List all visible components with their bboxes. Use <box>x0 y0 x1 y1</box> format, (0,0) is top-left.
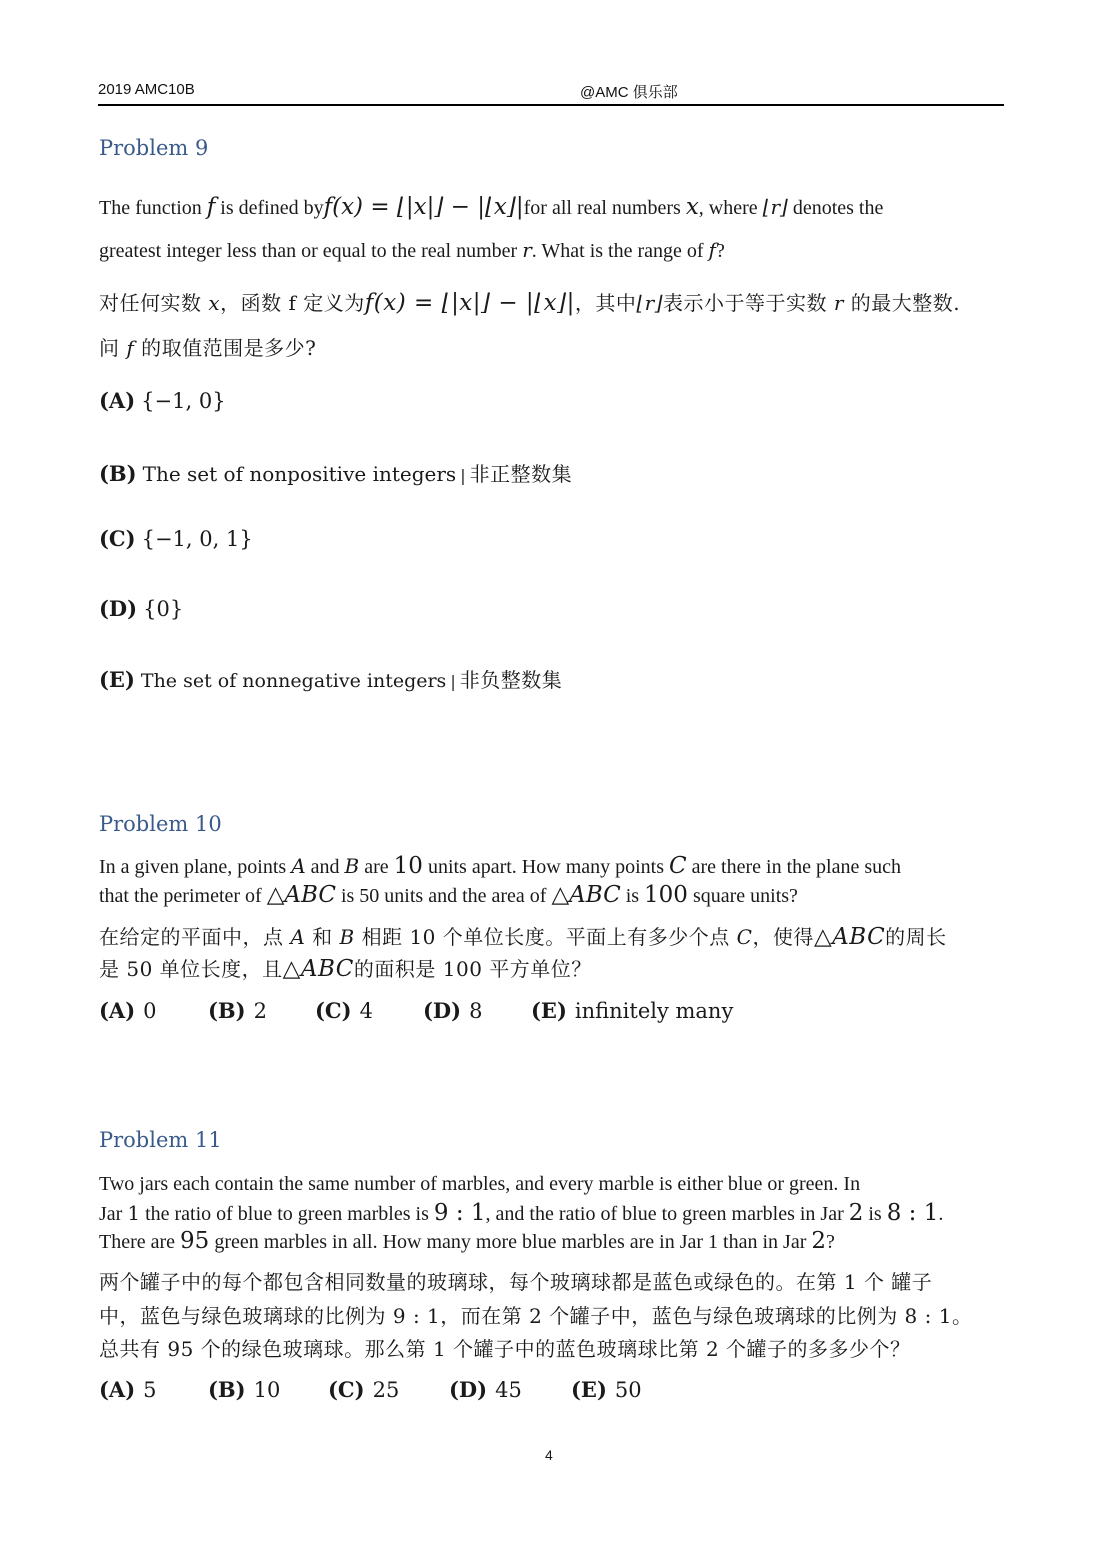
problem-10-title: Problem 10 <box>99 812 222 836</box>
problem-10-choice-a[interactable]: (A) 0 <box>99 998 157 1023</box>
problem-10-chinese-line-2: 是 50 单位长度，且△ABC的面积是 100 平方单位？ <box>99 956 592 982</box>
problem-9-function-formula: f(x) = ⌊|x|⌋ − |⌊x⌋| <box>323 194 524 220</box>
problem-10-chinese-line-1: 在给定的平面中，点 A 和 B 相距 10 个单位长度。平面上有多少个点 C，使得△ABC的周长 <box>99 924 947 950</box>
problem-10-choice-b[interactable]: (B) 2 <box>208 998 267 1023</box>
problem-11-english-line-2: Jar 1 the ratio of blue to green marbles is 9 : 1, and the ratio of blue to green marbles in Jar 2 is 8 : 1. <box>99 1200 944 1226</box>
problem-9-option-e[interactable]: (E) The set of nonnegative integers | 非负整数集 <box>99 667 563 692</box>
problem-11-english-line-3: There are 95 green marbles in all. How many more blue marbles are in Jar 1 than in Jar 2? <box>99 1228 835 1254</box>
problem-11-choice-a[interactable]: (A) 5 <box>99 1377 157 1402</box>
problem-9-option-b[interactable]: (B) The set of nonpositive integers | 非正整数集 <box>99 461 573 486</box>
problem-11-choice-e[interactable]: (E) 50 <box>571 1377 642 1402</box>
problem-9-option-d[interactable]: (D) {0} <box>99 596 184 621</box>
problem-11-english-line-1: Two jars each contain the same number of marbles, and every marble is either blue or green. In <box>99 1173 861 1195</box>
problem-9-english-line-1: The function f is defined byf(x) = ⌊|x|⌋ − |⌊x⌋|for all real numbers x, where ⌊r⌋ denotes the <box>99 194 884 220</box>
problem-10-choice-d[interactable]: (D) 8 <box>423 998 483 1023</box>
problem-9-english-line-2: greatest integer less than or equal to the real number r. What is the range of f? <box>99 238 725 262</box>
problem-11-choice-b[interactable]: (B) 10 <box>208 1377 281 1402</box>
problem-9-chinese-line-2: 问 f 的取值范围是多少? <box>99 336 317 360</box>
page-header <box>98 78 1004 106</box>
problem-10-choice-e[interactable]: (E) infinitely many <box>531 998 734 1023</box>
problem-11-choice-c[interactable]: (C) 25 <box>328 1377 400 1402</box>
problem-11-chinese-line-2: 中，蓝色与绿色玻璃球的比例为 9 : 1，而在第 2 个罐子中，蓝色与绿色玻璃球的比例为 8 : 1。 <box>99 1304 973 1328</box>
problem-9-option-c[interactable]: (C) {−1, 0, 1} <box>99 526 253 551</box>
problem-11-chinese-line-3: 总共有 95 个的绿色玻璃球。那么第 1 个罐子中的蓝色玻璃球比第 2 个罐子的多多少个？ <box>99 1337 911 1361</box>
problem-10-choice-c[interactable]: (C) 4 <box>315 998 373 1023</box>
header-source: @AMC 俱乐部 <box>580 84 678 101</box>
page-number: 4 <box>545 1447 553 1463</box>
problem-10-english-line-2: that the perimeter of △ABC is 50 units and the area of △ABC is 100 square units? <box>99 882 798 908</box>
problem-9-option-a[interactable]: (A) {−1, 0} <box>99 388 226 413</box>
problem-9-title: Problem 9 <box>99 136 209 160</box>
problem-11-chinese-line-1: 两个罐子中的每个都包含相同数量的玻璃球，每个玻璃球都是蓝色或绿色的。在第 1 个 罐子 <box>99 1270 933 1294</box>
problem-11-choice-d[interactable]: (D) 45 <box>449 1377 522 1402</box>
problem-10-english-line-1: In a given plane, points A and B are 10 units apart. How many points C are there in the plane such <box>99 853 901 879</box>
problem-9-chinese-line-1: 对任何实数 x，函数 f 定义为f(x) = ⌊|x|⌋ − |⌊x⌋|，其中⌊r⌋表示小于等于实数 r 的最大整数. <box>99 290 961 316</box>
header-contest-name: 2019 AMC10B <box>98 81 195 98</box>
problem-11-title: Problem 11 <box>99 1128 222 1152</box>
